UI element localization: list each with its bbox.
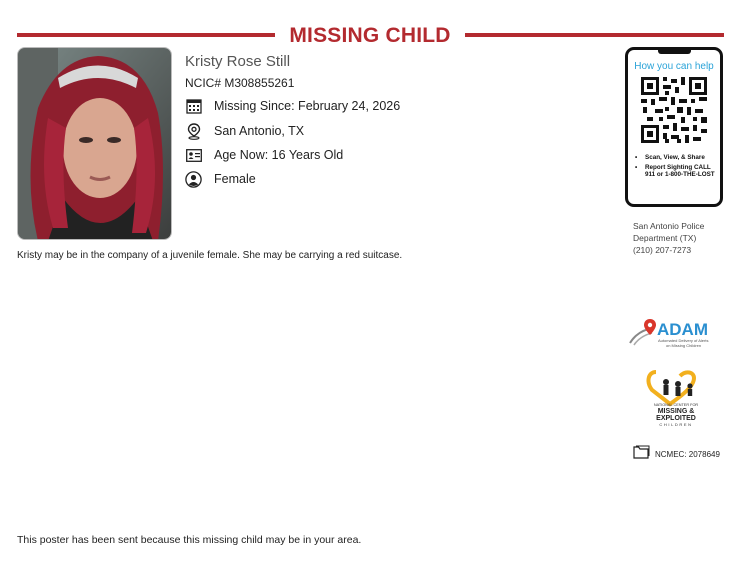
child-photo — [17, 47, 172, 240]
folder-icon — [633, 445, 650, 464]
person-icon — [185, 171, 202, 188]
adam-tagline-1: Automated Delivery of Alerts — [658, 338, 709, 343]
page-title: MISSING CHILD — [289, 24, 451, 47]
agency-name-line2: Department (TX) — [633, 233, 697, 243]
poster-footer: This poster has been sent because this missing child may be in your area. — [17, 534, 362, 546]
agency-phone[interactable]: (210) 207-7273 — [633, 245, 692, 255]
calendar-icon — [185, 98, 202, 115]
age-row — [185, 146, 344, 164]
ncmec-line4: CHILDREN — [659, 422, 693, 427]
ncmec-line3: EXPLOITED — [656, 415, 696, 422]
map-pin-icon — [185, 123, 202, 140]
ncmec-line1: NATIONAL CENTER FOR — [653, 403, 699, 407]
sex-text: Female — [214, 172, 256, 186]
case-number: NCMEC: 2078649 — [655, 450, 720, 459]
age-text: Age Now: 16 Years Old — [214, 148, 344, 162]
help-list — [634, 154, 720, 181]
adam-logo — [628, 318, 720, 357]
help-phone-panel — [625, 47, 723, 207]
ncic-number: NCIC# M308855261 — [185, 76, 295, 90]
help-heading: How you can help — [634, 61, 714, 72]
agency-name-line1: San Antonio Police — [633, 221, 705, 231]
agency-contact — [633, 220, 704, 256]
adam-logo-text: ADAM — [657, 320, 708, 339]
header-rule-left — [17, 33, 275, 37]
qr-code[interactable] — [641, 77, 707, 148]
child-name: Kristy Rose Still — [185, 53, 291, 70]
help-item-share: • Scan, View, & Share — [634, 154, 720, 162]
ncmec-line2: MISSING & — [657, 408, 695, 415]
child-description: Kristy may be in the company of a juvenile female. She may be carrying a red suitcase. — [17, 250, 403, 261]
sex-row — [185, 170, 256, 188]
case-number-row — [633, 445, 720, 464]
missing-since-row — [185, 97, 401, 115]
phone-notch — [658, 50, 691, 54]
header-rule-right — [465, 33, 724, 37]
help-item-report: • Report Sighting CALL 911 or 1-800-THE-LOST — [634, 164, 720, 179]
location-text: San Antonio, TX — [214, 124, 305, 138]
adam-tagline-2: on Missing Children — [666, 343, 702, 348]
location-row — [185, 122, 305, 140]
ncmec-logo — [646, 368, 706, 435]
id-card-icon — [185, 147, 202, 164]
missing-since-text: Missing Since: February 24, 2026 — [214, 99, 401, 113]
